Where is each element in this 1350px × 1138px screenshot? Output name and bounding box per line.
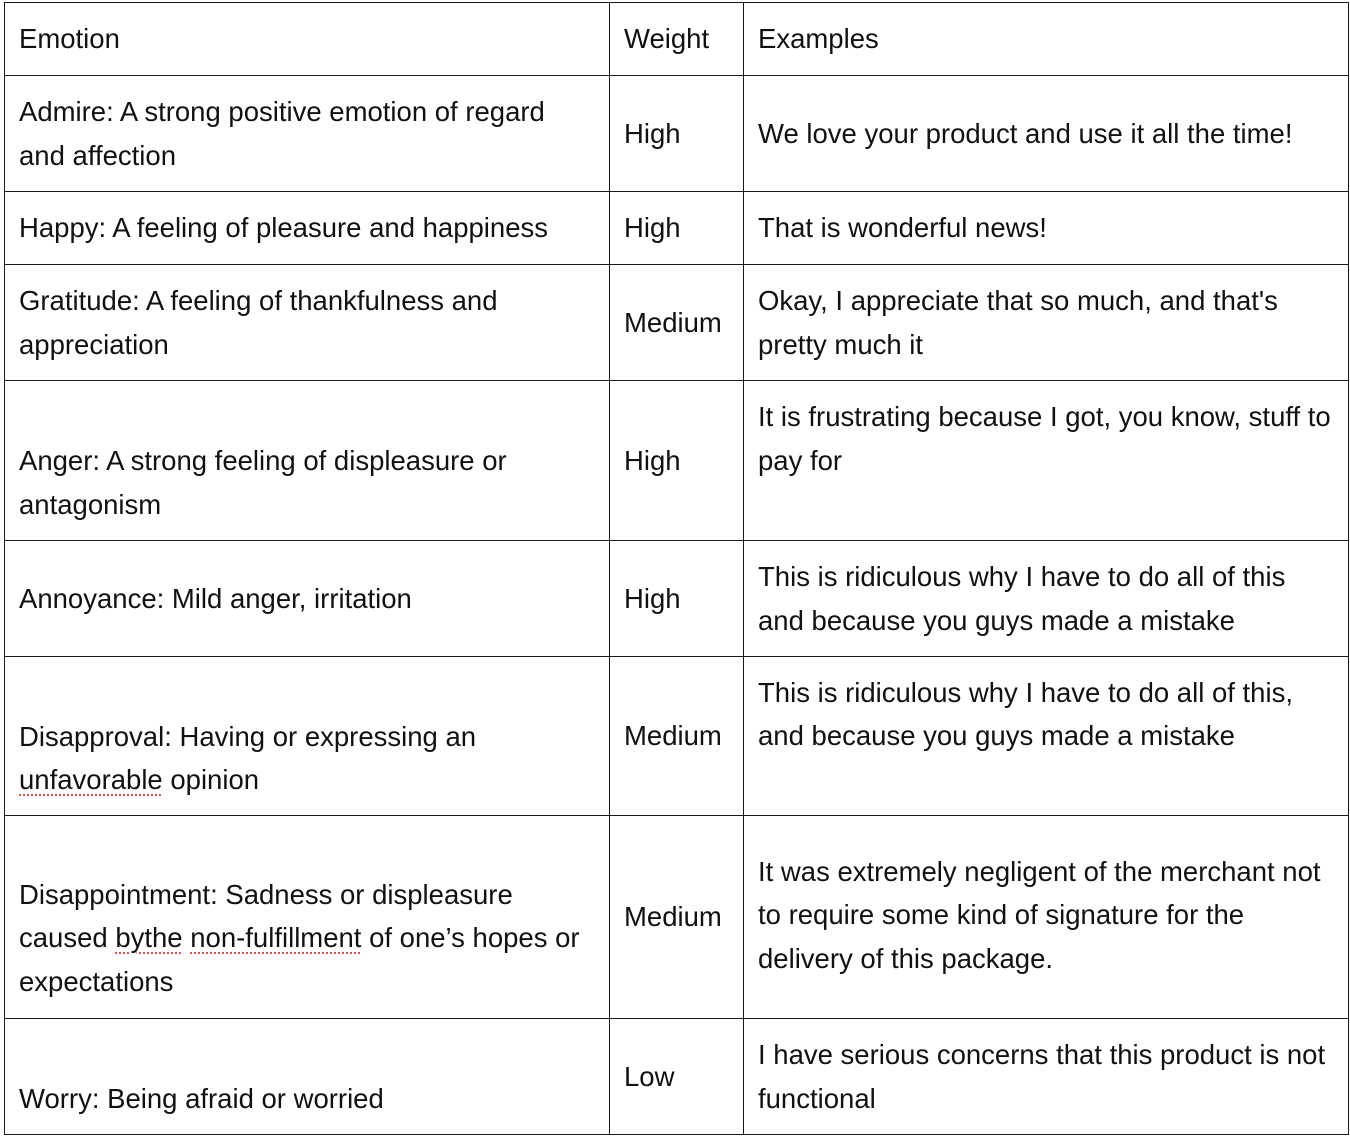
header-weight: Weight: [610, 3, 744, 76]
spellcheck-word[interactable]: unfavorable: [19, 764, 163, 795]
emotion-cell: Gratitude: A feeling of thankfulness and appreciation: [5, 265, 610, 381]
emotion-text: [19, 715, 595, 802]
spellcheck-word[interactable]: non-fulfillment: [190, 922, 362, 954]
weight-cell: High: [610, 541, 744, 657]
emotion-cell: Happy: A feeling of pleasure and happiness: [5, 192, 610, 265]
emotion-cell: Annoyance: Mild anger, irritation: [5, 541, 610, 657]
example-cell: Okay, I appreciate that so much, and that's pretty much it: [744, 265, 1349, 381]
emotion-text-part: Disappointment: Sadness or displeasure caused: [19, 878, 513, 954]
emotion-cell: [5, 1019, 610, 1135]
example-cell: This is ridiculous why I have to do all of this and because you guys made a mistake: [744, 541, 1349, 657]
emotion-cell: Admire: A strong positive emotion of regard and affection: [5, 76, 610, 192]
emotion-text: [19, 873, 595, 1004]
weight-cell: Medium: [610, 816, 744, 1019]
emotion-cell: [5, 381, 610, 541]
table-header-row: [5, 3, 1349, 76]
emotion-text-part: of one’s hopes or expectations: [19, 922, 580, 997]
weight-cell: Medium: [610, 657, 744, 816]
spellcheck-word[interactable]: bythe: [115, 922, 183, 954]
example-text: This is ridiculous why I have to do all of this, and because you guys made a mistake: [758, 676, 1293, 751]
weight-cell: High: [610, 381, 744, 541]
weight-cell: Low: [610, 1019, 744, 1135]
table-row: [5, 76, 1349, 192]
weight-cell: High: [610, 76, 744, 192]
emotion-cell: [5, 816, 610, 1019]
emotion-text: Anger: A strong feeling of displeasure or antagonism: [19, 445, 507, 520]
table-row: [5, 657, 1349, 816]
example-text: It was extremely negligent of the merchant not to require some kind of signature for the delivery of this package.: [758, 855, 1321, 974]
emotion-weight-table: [4, 2, 1349, 1135]
example-cell: We love your product and use it all the time!: [744, 76, 1349, 192]
table-row: [5, 192, 1349, 265]
table-row: [5, 1019, 1349, 1135]
example-cell: [744, 657, 1349, 816]
example-cell: That is wonderful news!: [744, 192, 1349, 265]
emotion-text-part: Disapproval: Having or expressing an: [19, 720, 477, 752]
example-cell: [744, 816, 1349, 1019]
header-examples: Examples: [744, 3, 1349, 76]
table-row: [5, 816, 1349, 1019]
example-cell: I have serious concerns that this product is not functional: [744, 1019, 1349, 1135]
example-cell: [744, 381, 1349, 541]
weight-cell: Medium: [610, 265, 744, 381]
header-emotion: Emotion: [5, 3, 610, 76]
example-text: It is frustrating because I got, you know, stuff to pay for: [758, 401, 1331, 476]
table-row: [5, 541, 1349, 657]
table-row: [5, 265, 1349, 381]
emotion-text: Worry: Being afraid or worried: [19, 1082, 384, 1114]
weight-cell: High: [610, 192, 744, 265]
emotion-text-part: opinion: [162, 764, 260, 795]
emotion-cell: [5, 657, 610, 816]
table-row: [5, 381, 1349, 541]
